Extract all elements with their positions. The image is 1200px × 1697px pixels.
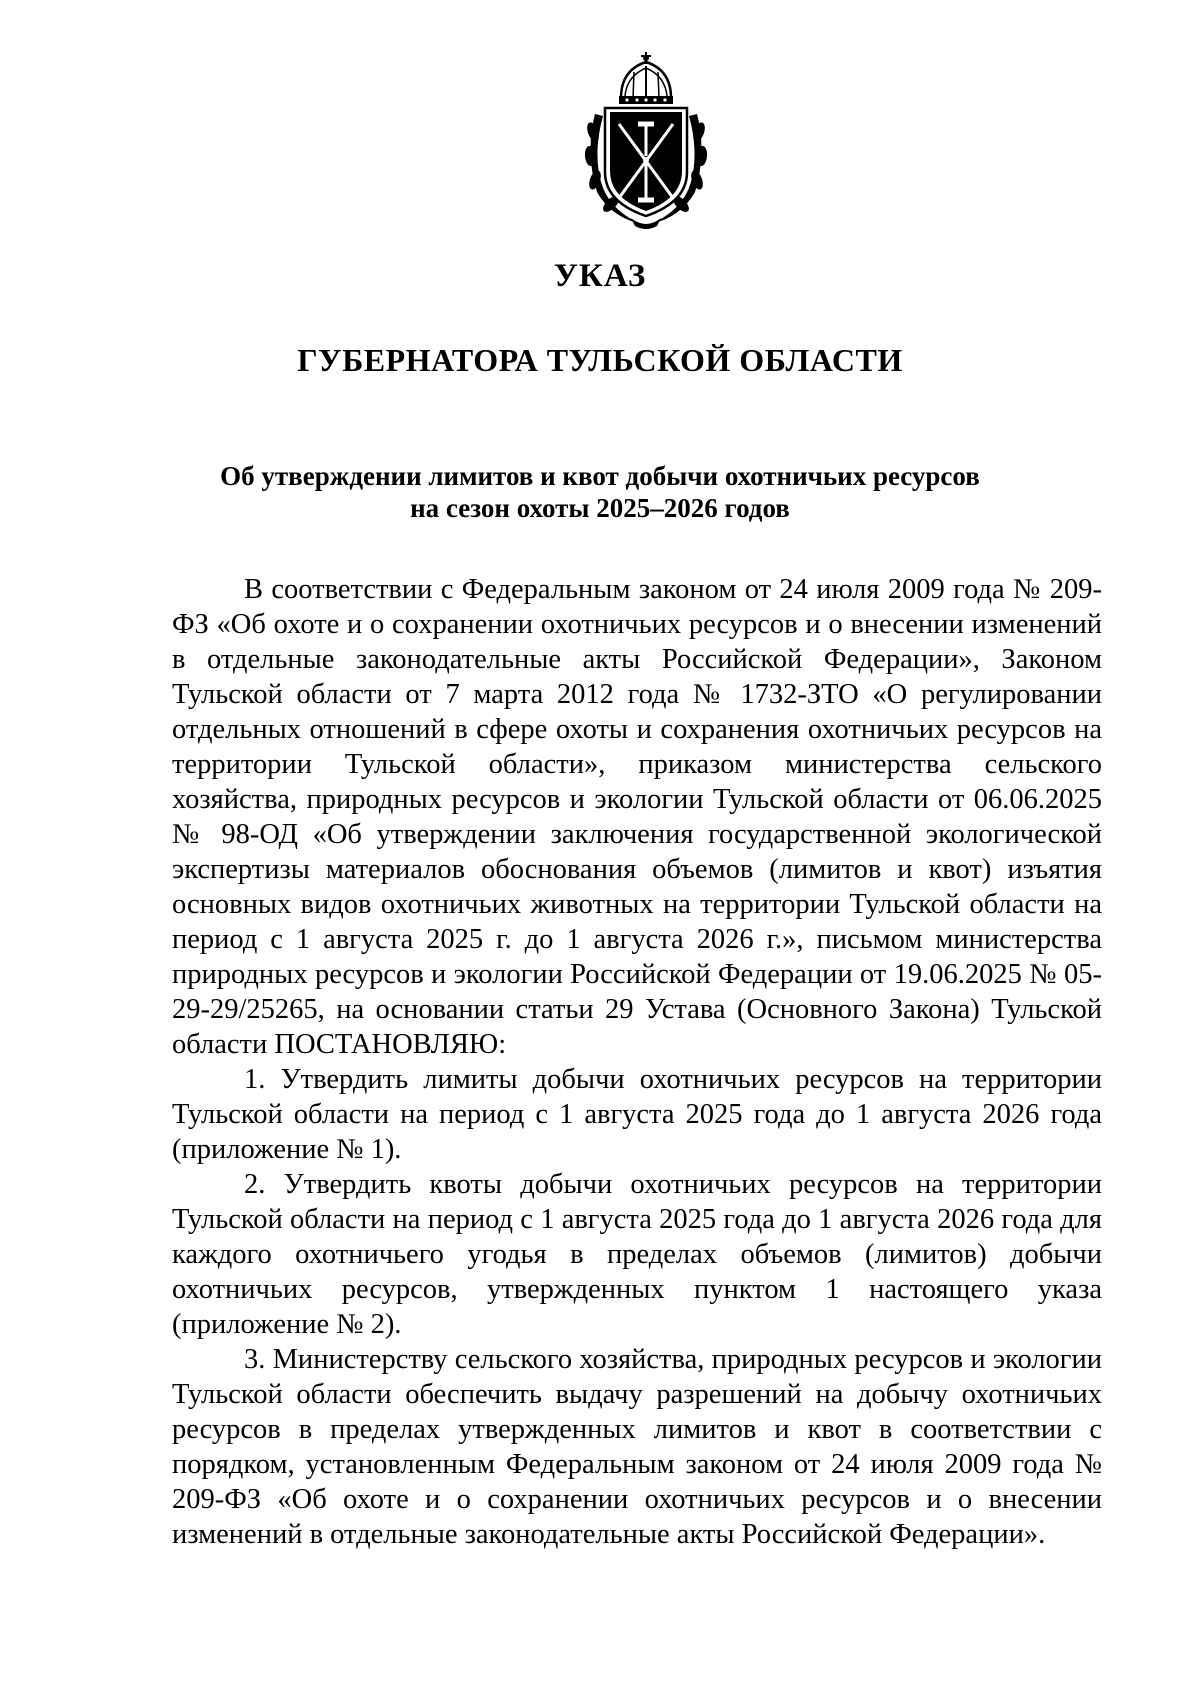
decree-word: ПОСТАНОВЛЯЮ: <box>274 1029 507 1060</box>
document-subject <box>200 460 1000 524</box>
document-title: УКАЗ <box>553 258 647 294</box>
document-issuer: ГУБЕРНАТОРА ТУЛЬСКОЙ ОБЛАСТИ <box>297 342 903 378</box>
subject-line-1: Об утверждении лимитов и квот добычи охотничьих ресурсов <box>220 461 980 491</box>
preamble-paragraph <box>172 572 1102 1062</box>
crown-icon <box>619 52 673 104</box>
document-body <box>172 572 1102 1552</box>
decree-item-1: 1. Утвердить лимиты добычи охотничьих ресурсов на территории Тульской области на период с 1 августа 2025 года до 1 августа 2026 года (приложение № 1). <box>172 1064 1102 1165</box>
shield-icon <box>605 108 687 216</box>
tula-coat-of-arms-icon <box>581 52 711 230</box>
decree-item-3: 3. Министерству сельского хозяйства, природных ресурсов и экологии Тульской области обеспечить выдачу разрешений на добычу охотничьих ресурсов в пределах утвержденных лимитов и квот в соответствии с порядком, установленным Федеральным законом от 24 июля 2009 года № 209-ФЗ «Об охоте и о сохранении охотничьих ресурсов и о внесении изменений в отдельные законодательные акты Российской Федерации». <box>172 1344 1102 1550</box>
decree-item-2: 2. Утвердить квоты добычи охотничьих ресурсов на территории Тульской области на период с 1 августа 2025 года до 1 августа 2026 года для каждого охотничьего угодья в пределах объемов (лимитов) добычи охотничьих ресурсов, утвержденных пунктом 1 настоящего указа (приложение № 2). <box>172 1169 1102 1340</box>
preamble-text: В соответствии с Федеральным законом от 24 июля 2009 года № 209-ФЗ «Об охоте и о сохранении охотничьих ресурсов и о внесении изменений в отдельные законодательные акты Российской Федерации», Законом Тульской области от 7 марта 2012 года № 1732-ЗТО «О регулировании отдельных отношений в сфере охоты и сохранения охотничьих ресурсов на территории Тульской области», приказом министерства сельского хозяйства, природных ресурсов и экологии Тульской области от 06.06.2025 № 98-ОД «Об утверждении заключения государственной экологической экспертизы материалов обоснования объемов (лимитов и квот) изъятия основных видов охотничьих животных на территории Тульской области на период с 1 августа 2025 г. до 1 августа 2026 г.», письмом министерства природных ресурсов и экологии Российской Федерации от 19.06.2025 № 05-29-29/25265, на основании статьи 29 Устава (Основного Закона) Тульской области <box>172 574 1102 1060</box>
subject-line-2: на сезон охоты 2025–2026 годов <box>410 493 790 523</box>
